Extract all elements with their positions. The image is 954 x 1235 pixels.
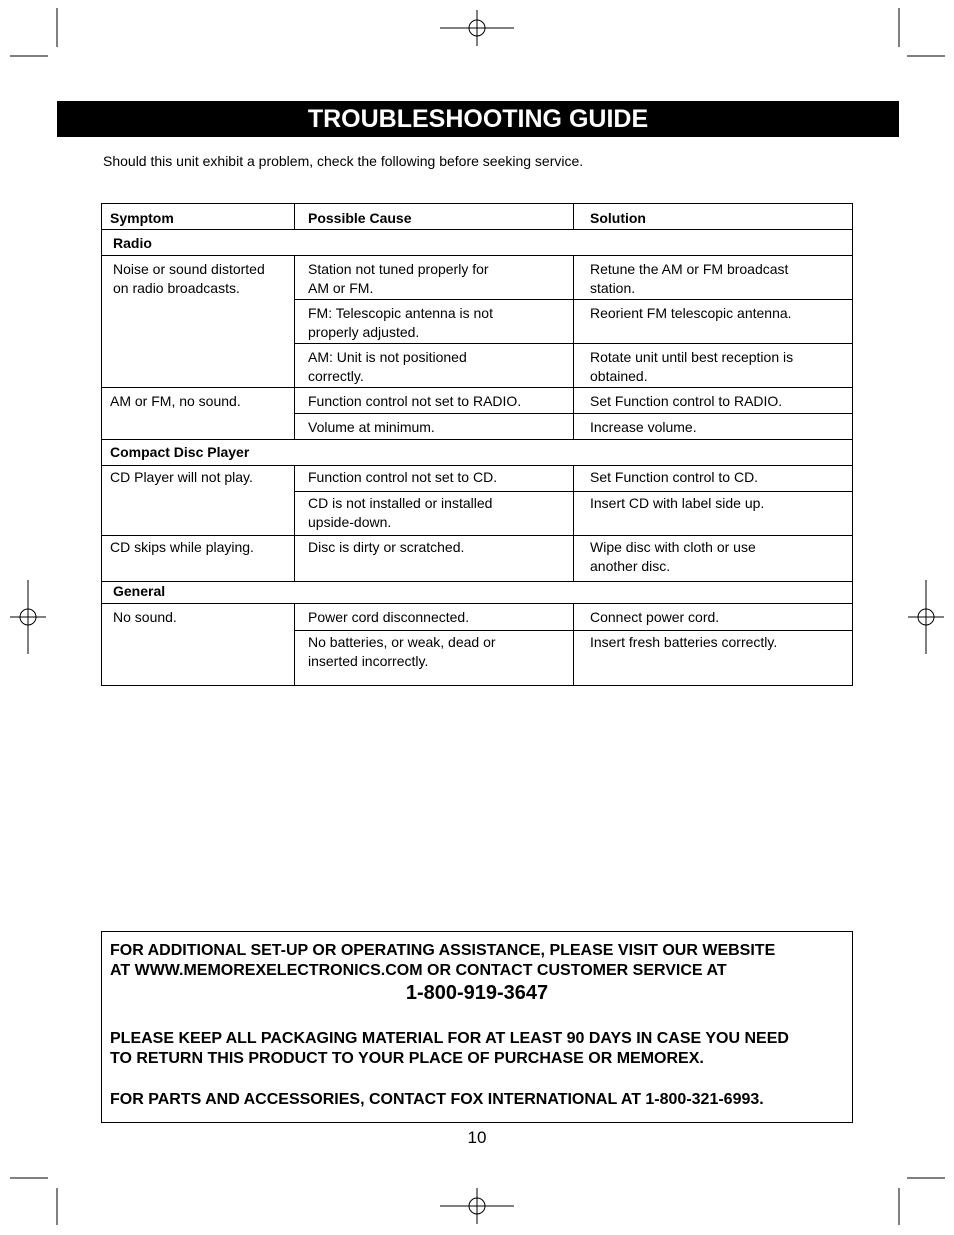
- parts-notice-line: FOR PARTS AND ACCESSORIES, CONTACT FOX INTERNATIONAL AT 1-800-321-6993.: [110, 1091, 764, 1108]
- cause-cell: Volume at minimum.: [308, 419, 435, 435]
- solution-cell: Rotate unit until best reception is obtained.: [590, 349, 794, 384]
- cause-cell: AM: Unit is not positioned correctly.: [308, 349, 467, 384]
- symptom-cell: CD Player will not play.: [110, 469, 253, 485]
- packaging-notice-line: TO RETURN THIS PRODUCT TO YOUR PLACE OF PURCHASE OR MEMOREX.: [110, 1050, 704, 1067]
- cause-cell: Power cord disconnected.: [308, 609, 470, 625]
- solution-cell: Set Function control to CD.: [590, 469, 759, 485]
- support-phone-number: 1-800-919-3647: [405, 982, 549, 1004]
- cause-cell: Function control not set to CD.: [308, 469, 498, 485]
- intro-text: Should this unit exhibit a problem, check the following before seeking service.: [103, 153, 584, 169]
- symptom-cell: Noise or sound distorted on radio broadcasts.: [113, 261, 265, 296]
- page-title: TROUBLESHOOTING GUIDE: [57, 101, 899, 137]
- column-header-solution: Solution: [590, 210, 646, 226]
- section-compact-disc-player: Compact Disc Player: [110, 444, 250, 460]
- customer-service-notice: [101, 931, 853, 1123]
- cause-cell: CD is not installed or installed upside-down.: [308, 495, 493, 530]
- symptom-cell: AM or FM, no sound.: [110, 393, 241, 409]
- website-notice-line: AT WWW.MEMOREXELECTRONICS.COM OR CONTACT CUSTOMER SERVICE AT: [110, 962, 727, 979]
- section-radio: Radio: [113, 235, 152, 251]
- symptom-cell: CD skips while playing.: [110, 539, 254, 555]
- troubleshooting-table: [101, 203, 853, 686]
- website-notice-line: FOR ADDITIONAL SET-UP OR OPERATING ASSISTANCE, PLEASE VISIT OUR WEBSITE: [110, 942, 776, 959]
- solution-cell: Increase volume.: [590, 419, 697, 435]
- page-number: 10: [467, 1128, 487, 1147]
- solution-cell: Connect power cord.: [590, 609, 720, 625]
- cause-cell: FM: Telescopic antenna is not properly adjusted.: [308, 305, 493, 340]
- solution-cell: Set Function control to RADIO.: [590, 393, 783, 409]
- solution-cell: Wipe disc with cloth or use another disc.: [590, 539, 756, 574]
- symptom-cell: No sound.: [113, 609, 177, 625]
- cause-cell: No batteries, or weak, dead or inserted incorrectly.: [308, 634, 496, 669]
- solution-cell: Insert fresh batteries correctly.: [590, 634, 778, 650]
- column-header-cause: Possible Cause: [308, 210, 412, 226]
- cause-cell: Station not tuned properly for AM or FM.: [308, 261, 489, 296]
- solution-cell: Insert CD with label side up.: [590, 495, 765, 511]
- cause-cell: Function control not set to RADIO.: [308, 393, 522, 409]
- solution-cell: Retune the AM or FM broadcast station.: [590, 261, 789, 296]
- solution-cell: Reorient FM telescopic antenna.: [590, 305, 792, 321]
- packaging-notice-line: PLEASE KEEP ALL PACKAGING MATERIAL FOR AT LEAST 90 DAYS IN CASE YOU NEED: [110, 1030, 789, 1047]
- section-general: General: [113, 583, 166, 599]
- cause-cell: Disc is dirty or scratched.: [308, 539, 465, 555]
- column-header-symptom: Symptom: [110, 210, 174, 226]
